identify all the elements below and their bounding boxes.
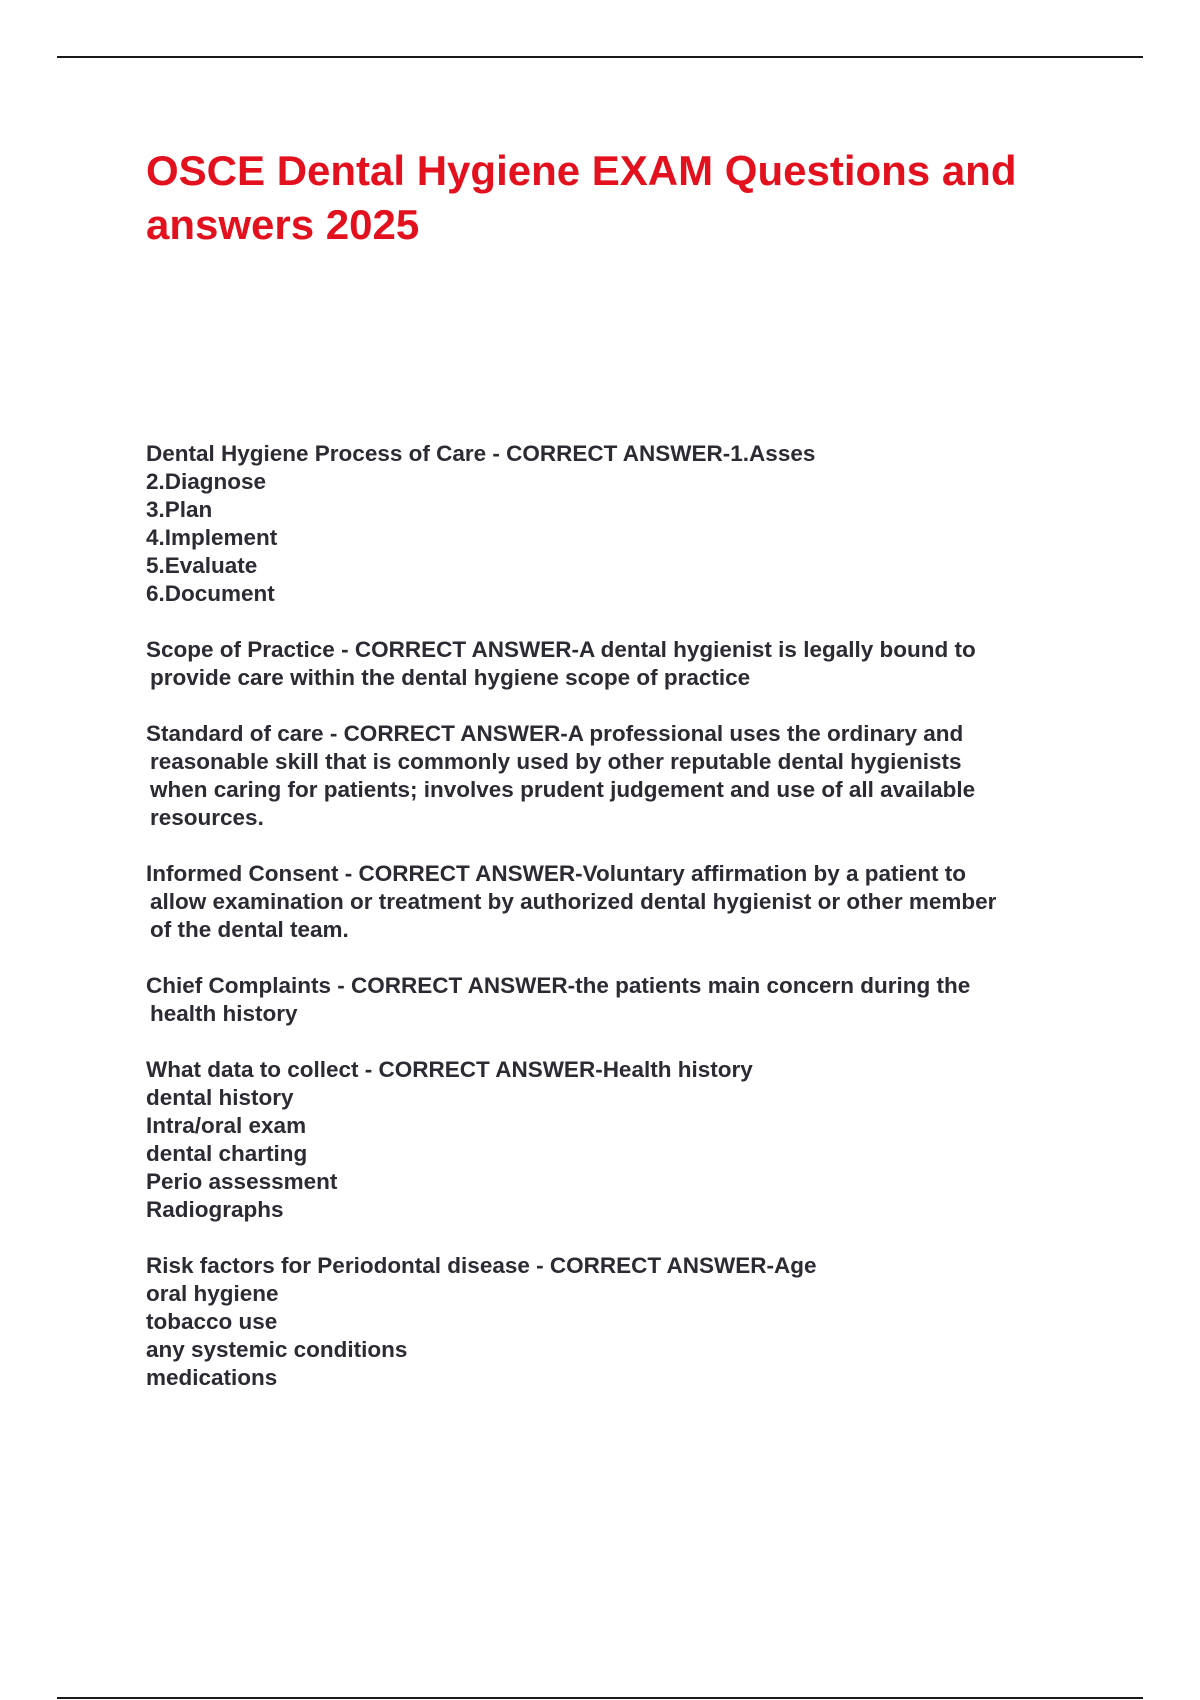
qa-first-line — [146, 860, 1096, 888]
separator: - — [331, 973, 352, 998]
qa-first-line — [146, 972, 1096, 1000]
answer-marker: CORRECT ANSWER- — [351, 973, 576, 998]
answer-list-line: 5.Evaluate — [146, 553, 258, 578]
qa-item — [146, 636, 1096, 692]
separator: - — [358, 1057, 379, 1082]
question-text: Informed Consent — [146, 861, 339, 886]
qa-item — [146, 1056, 1096, 1224]
separator: - — [529, 1253, 550, 1278]
qa-first-line — [146, 440, 1096, 468]
question-text: What data to collect — [146, 1057, 359, 1082]
qa-item — [146, 972, 1096, 1028]
qa-item — [146, 1252, 1096, 1392]
answer-continuation-line: provide care within the dental hygiene scope of practice — [150, 665, 751, 690]
question-text: Chief Complaints — [146, 973, 332, 998]
separator: - — [323, 721, 344, 746]
answer-list-line: dental history — [146, 1085, 294, 1110]
answer-marker: CORRECT ANSWER- — [549, 1253, 775, 1278]
answer-text: Age — [774, 1253, 817, 1278]
answer-list-line: tobacco use — [146, 1309, 278, 1334]
answer-continuation-line: allow examination or treatment by authorized dental hygienist or other member — [150, 889, 997, 914]
qa-first-line — [146, 720, 1096, 748]
answer-list-line: Perio assessment — [146, 1169, 338, 1194]
qa-list — [146, 440, 1096, 1420]
separator: - — [334, 637, 355, 662]
answer-list-line: Intra/oral exam — [146, 1113, 307, 1138]
answer-text: A dental hygienist is legally bound to — [578, 637, 976, 662]
qa-first-line — [146, 636, 1096, 664]
qa-item — [146, 860, 1096, 944]
answer-text: A professional uses the ordinary and — [567, 721, 964, 746]
answer-marker: CORRECT ANSWER- — [343, 721, 568, 746]
question-text: Standard of care — [146, 721, 324, 746]
answer-list-line: 4.Implement — [146, 525, 278, 550]
answer-continuation-line: when caring for patients; involves prudent judgement and use of all available — [150, 777, 976, 802]
qa-first-line — [146, 1252, 1096, 1280]
question-text: Scope of Practice — [146, 637, 335, 662]
question-text: Risk factors for Periodontal disease — [146, 1253, 530, 1278]
question-text: Dental Hygiene Process of Care — [146, 441, 487, 466]
answer-text: the patients main concern during the — [575, 973, 971, 998]
answer-list-line: Radiographs — [146, 1197, 284, 1222]
answer-marker: CORRECT ANSWER- — [506, 441, 731, 466]
separator: - — [338, 861, 359, 886]
qa-item — [146, 720, 1096, 832]
answer-text: Health history — [602, 1057, 753, 1082]
bottom-rule — [57, 1697, 1143, 1699]
answer-list-line: any systemic conditions — [146, 1337, 408, 1362]
answer-text: Voluntary affirmation by a patient to — [582, 861, 967, 886]
separator: - — [486, 441, 507, 466]
answer-continuation-line: health history — [150, 1001, 298, 1026]
answer-list-line: 6.Document — [146, 581, 275, 606]
answer-list-line: medications — [146, 1365, 278, 1390]
qa-first-line — [146, 1056, 1096, 1084]
answer-marker: CORRECT ANSWER- — [378, 1057, 603, 1082]
answer-continuation-line: resources. — [150, 805, 264, 830]
document-title: OSCE Dental Hygiene EXAM Questions and answers 2025 — [146, 147, 1017, 248]
answer-list-line: 3.Plan — [146, 497, 213, 522]
top-rule — [57, 56, 1143, 58]
answer-text: 1.Asses — [730, 441, 816, 466]
answer-continuation-line: reasonable skill that is commonly used by other reputable dental hygienists — [150, 749, 962, 774]
answer-marker: CORRECT ANSWER- — [358, 861, 583, 886]
answer-marker: CORRECT ANSWER- — [354, 637, 579, 662]
qa-item — [146, 440, 1096, 608]
answer-list-line: dental charting — [146, 1141, 308, 1166]
answer-list-line: 2.Diagnose — [146, 469, 267, 494]
answer-list-line: oral hygiene — [146, 1281, 279, 1306]
answer-continuation-line: of the dental team. — [150, 917, 349, 942]
